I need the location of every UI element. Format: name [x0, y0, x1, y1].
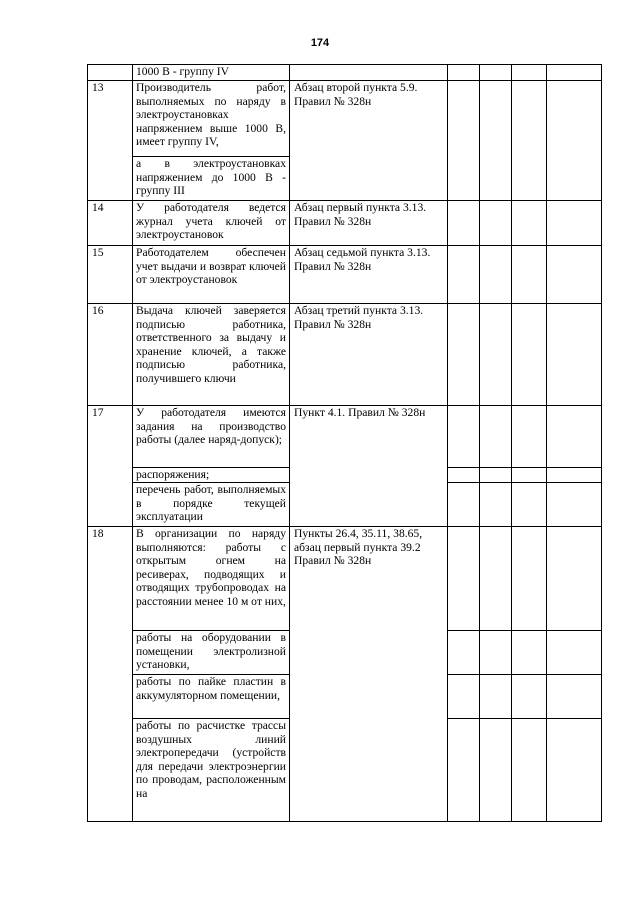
requirement-cell: перечень работ, выполняемых в порядке текущей эксплуатации: [133, 483, 290, 527]
requirement-cell: Выдача ключей заверяется подписью работника, ответственного за выдачу и хранение ключей, а также подписью работника, получившего ключи: [133, 304, 290, 406]
reference-cell: Абзац второй пункта 5.9. Правил № 328н: [290, 81, 448, 201]
table-row: [88, 406, 602, 468]
row-number: 14: [88, 201, 133, 246]
table-row: [88, 65, 602, 81]
requirement-cell: работы на оборудовании в помещении электролизной установки,: [133, 631, 290, 675]
requirement-cell: У работодателя имеются задания на производство работы (далее наряд-допуск);: [133, 406, 290, 468]
table-row: [88, 527, 602, 631]
page-number: 174: [310, 37, 330, 49]
table-row: [88, 81, 602, 157]
table-row: [88, 304, 602, 406]
row-number: 15: [88, 246, 133, 304]
requirement-cell: Производитель работ, выполняемых по наряду в электроустановках напряжением выше 1000 В, имеет группу IV,: [133, 81, 290, 157]
requirement-cell: У работодателя ведется журнал учета ключей от электроустановок: [133, 201, 290, 246]
reference-cell: Абзац третий пункта 3.13. Правил № 328н: [290, 304, 448, 406]
table-row: [88, 201, 602, 246]
requirements-table: [87, 64, 602, 822]
requirement-cell: работы по пайке пластин в аккумуляторном помещении,: [133, 675, 290, 719]
reference-cell: Абзац седьмой пункта 3.13. Правил № 328н: [290, 246, 448, 304]
row-number: 18: [88, 527, 133, 822]
requirement-cell: 1000 В - группу IV: [133, 65, 290, 81]
requirement-cell: а в электроустановках напряжением до 1000 В - группу III: [133, 157, 290, 201]
row-number: 17: [88, 406, 133, 527]
row-number: 16: [88, 304, 133, 406]
requirement-cell: распоряжения;: [133, 468, 290, 483]
requirement-cell: В организации по наряду выполняются: работы с открытым огнем на ресиверах, подводящих и отводящих трубопроводах на расстоянии менее 10 м от них,: [133, 527, 290, 631]
row-number: 13: [88, 81, 133, 201]
reference-cell: Пункт 4.1. Правил № 328н: [290, 406, 448, 527]
requirement-cell: Работодателем обеспечен учет выдачи и возврат ключей от электроустановок: [133, 246, 290, 304]
requirement-cell: работы по расчистке трассы воздушных линий электропередачи (устройств для передачи электроэнергии по проводам, расположенным на: [133, 719, 290, 822]
reference-cell: Абзац первый пункта 3.13. Правил № 328н: [290, 201, 448, 246]
reference-cell: Пункты 26.4, 35.11, 38.65, абзац первый пункта 39.2 Правил № 328н: [290, 527, 448, 822]
table-row: [88, 246, 602, 304]
